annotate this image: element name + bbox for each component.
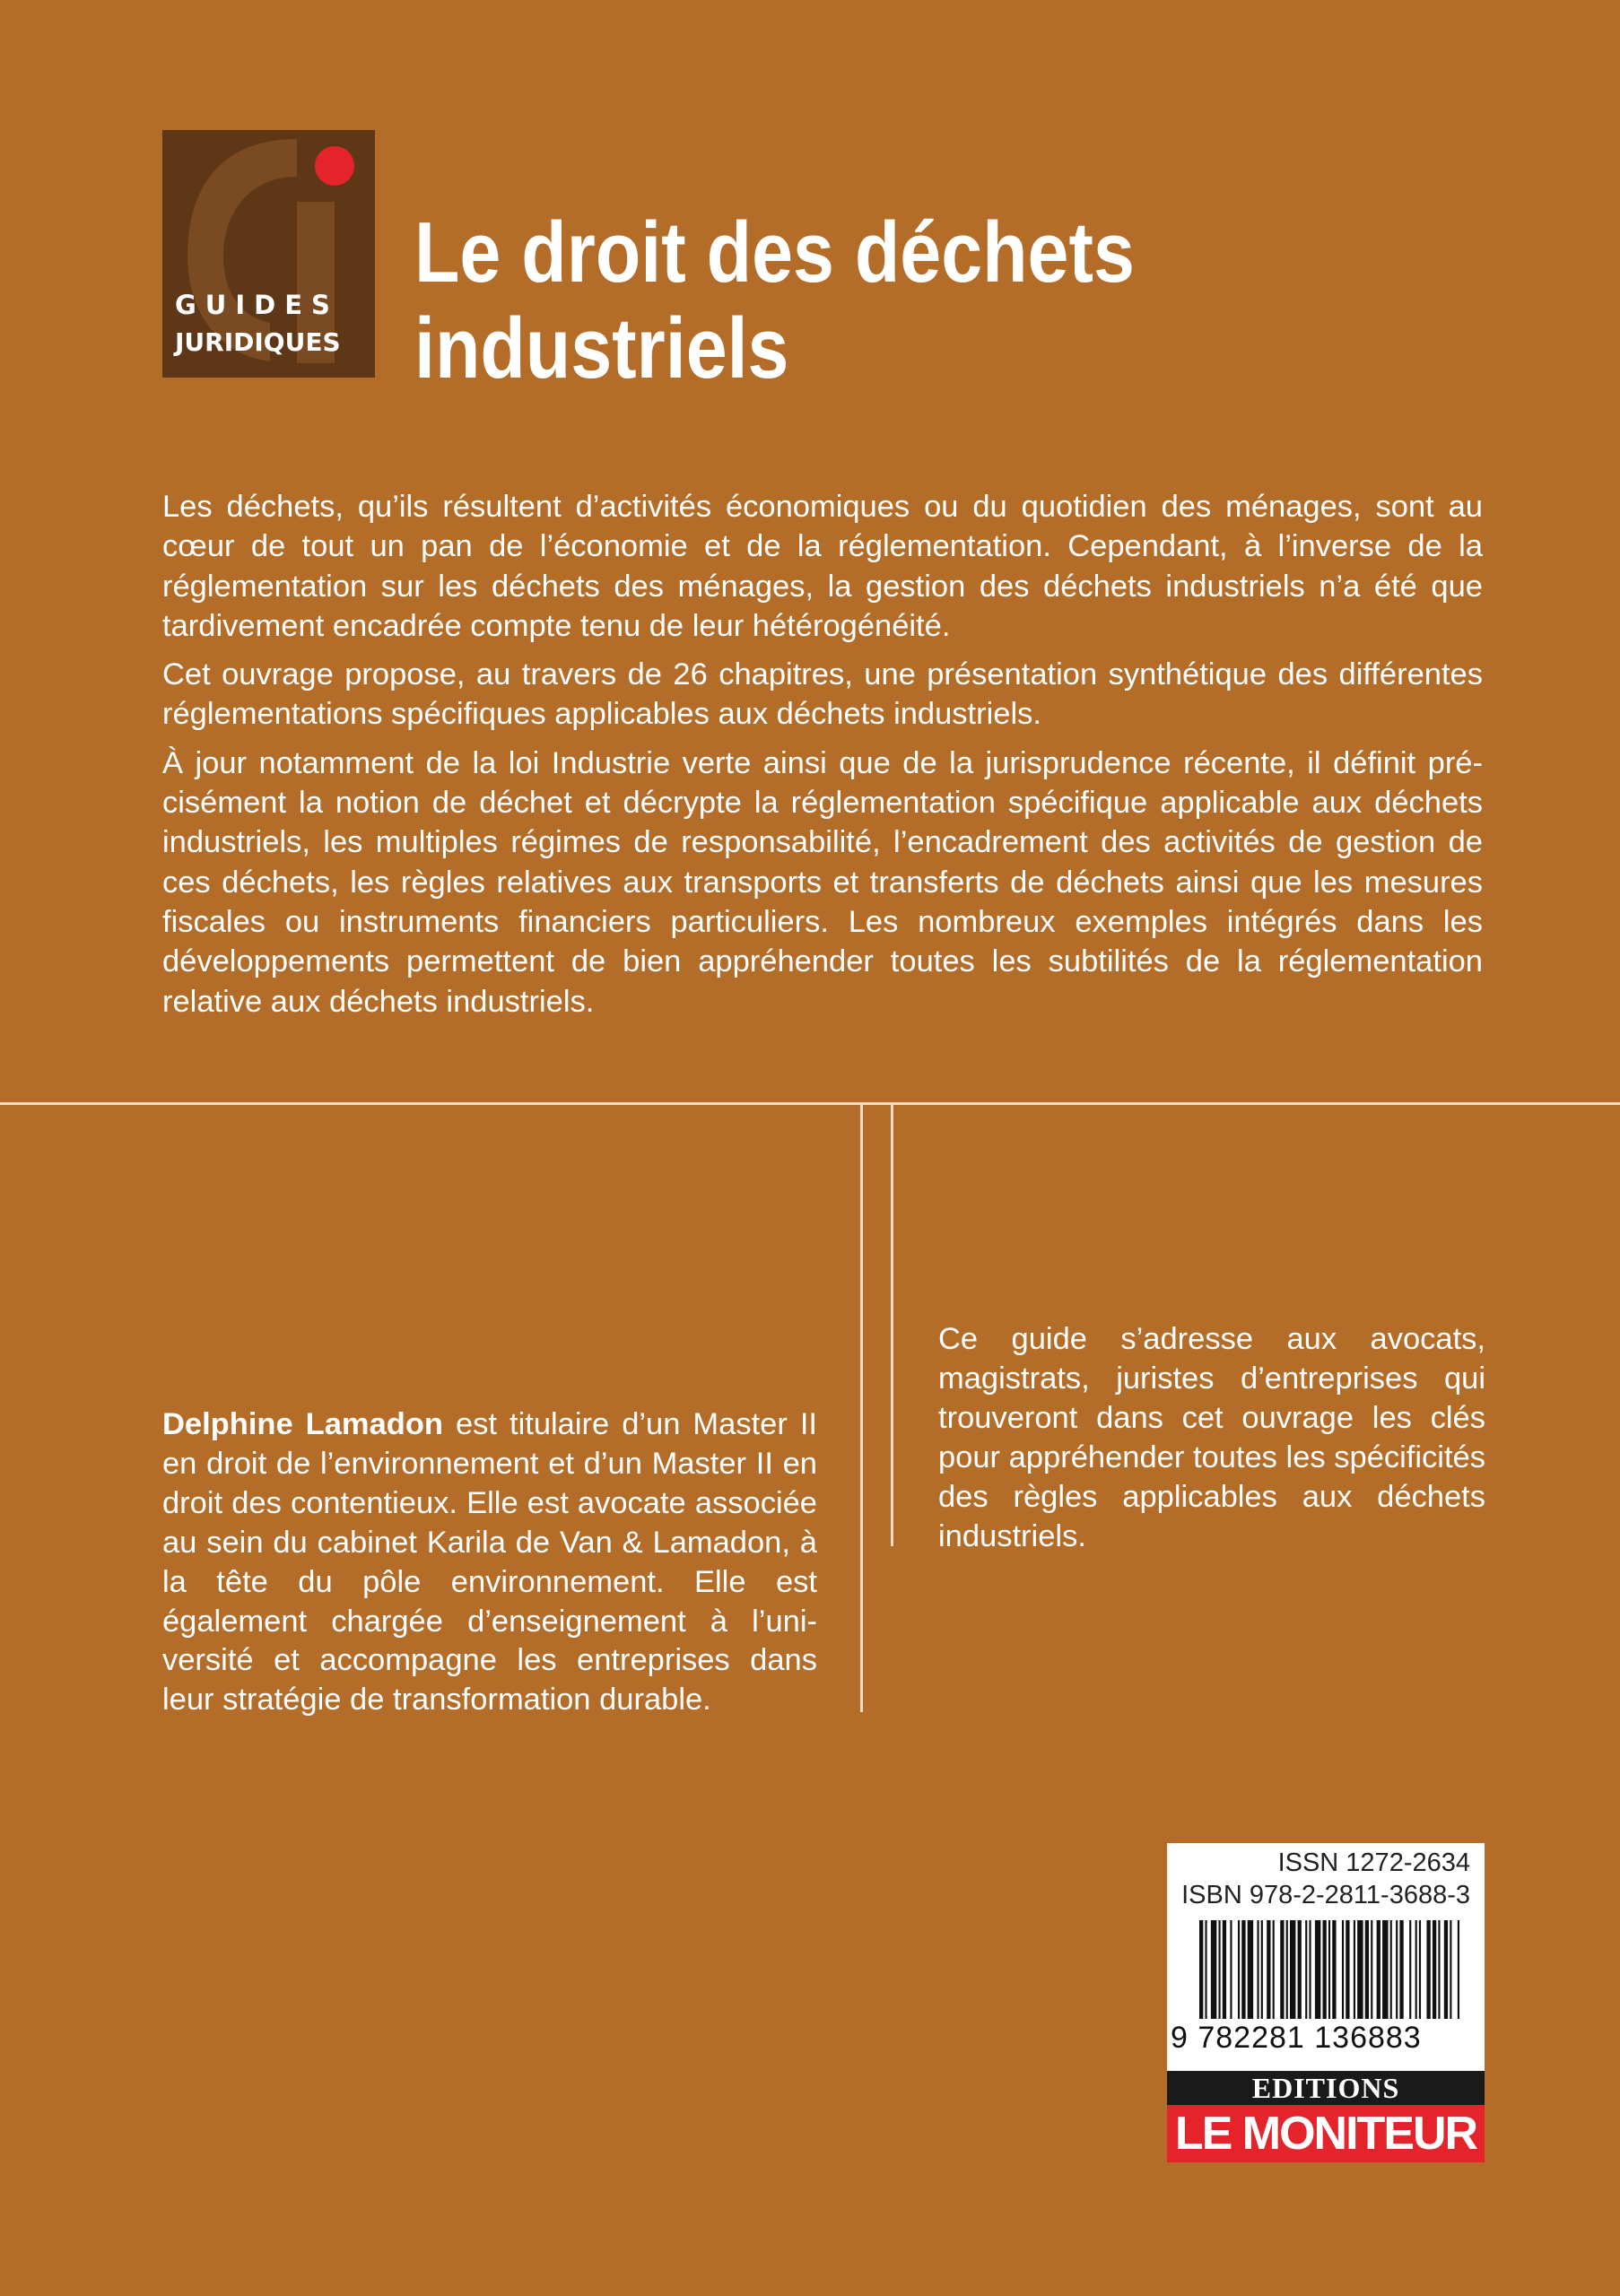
barcode-digits: 9 782281 136883 <box>1171 2021 1422 2055</box>
author-name: Delphine Lamadon <box>162 1407 444 1441</box>
title-line-1: Le droit des déchets <box>414 204 1135 300</box>
barcode-box <box>1167 1843 1485 2071</box>
description-paragraph: À jour notamment de la loi Industrie verte ainsi que de la jurisprudence récente, il définit précisément la notion de déchet et décrypte la réglementation spécifique applicable aux déchets industriels, les multiples régimes de responsabilité, l’encadrement des activités de gestion de ces déchets, les règles relatives aux transports et transferts de déchets ainsi que les mesures fiscales ou instruments financiers particuliers. Les nombreux exemples intégrés dans les développements permettent de bien appréhender toutes les subtilités de la réglementation relative aux déchets industriels. <box>162 745 1483 1019</box>
isbn-text: ISBN 978-2-2811-3688-3 <box>1181 1881 1470 1909</box>
series-logo <box>162 130 375 378</box>
logo-juridiques-text: JURIDIQUES <box>175 327 341 357</box>
vertical-divider <box>891 1102 893 1546</box>
publisher-logo <box>1167 2071 1485 2162</box>
barcode-icon <box>1199 1920 1459 2028</box>
vertical-divider <box>860 1102 863 1712</box>
logo-guides-text: GUIDES <box>175 290 339 320</box>
author-bio <box>162 1405 817 1720</box>
book-title <box>414 204 1340 396</box>
publisher-brand: LE MONITEUR <box>1167 2105 1485 2162</box>
horizontal-divider <box>0 1102 1620 1105</box>
issn-text: ISSN 1272-2634 <box>1277 1848 1470 1877</box>
description-paragraph: Cet ouvrage propose, au travers de 26 chapitres, une présentation synthétique des différentes réglementations spécifiques applicables aux déchets industriels. <box>162 657 1483 732</box>
publisher-editions: EDITIONS <box>1167 2071 1485 2105</box>
title-line-2: industriels <box>414 300 789 396</box>
audience-text: Ce guide s’adresse aux avocats, magistrats, juristes d’entreprises qui trouveront dans cet ouvrage les clés pour appréhender toutes les spécificités des règles applicables aux déchets industriels. <box>938 1322 1485 1553</box>
author-bio-text: est titulaire d’un Master II en droit de l’environnement et d’un Master II en droit des contentieux. Elle est avocate associée au sein du cabinet Karila de Van & Lamadon, à la tête du pôle environnement. Elle est également chargée d’enseignement à l’université et accompagne les entreprises dans leur stratégie de transformation durable. <box>162 1407 817 1718</box>
book-description <box>162 487 1483 1022</box>
description-paragraph: Les déchets, qu’ils résultent d’activités économiques ou du quotidien des ménages, sont au cœur de tout un pan de l’économie et de la réglementation. Cependant, à l’inverse de la réglementation sur les déchets des ménages, la gestion des déchets industriels n’a été que tardivement encadrée compte tenu de leur hétérogénéité. <box>162 490 1483 643</box>
